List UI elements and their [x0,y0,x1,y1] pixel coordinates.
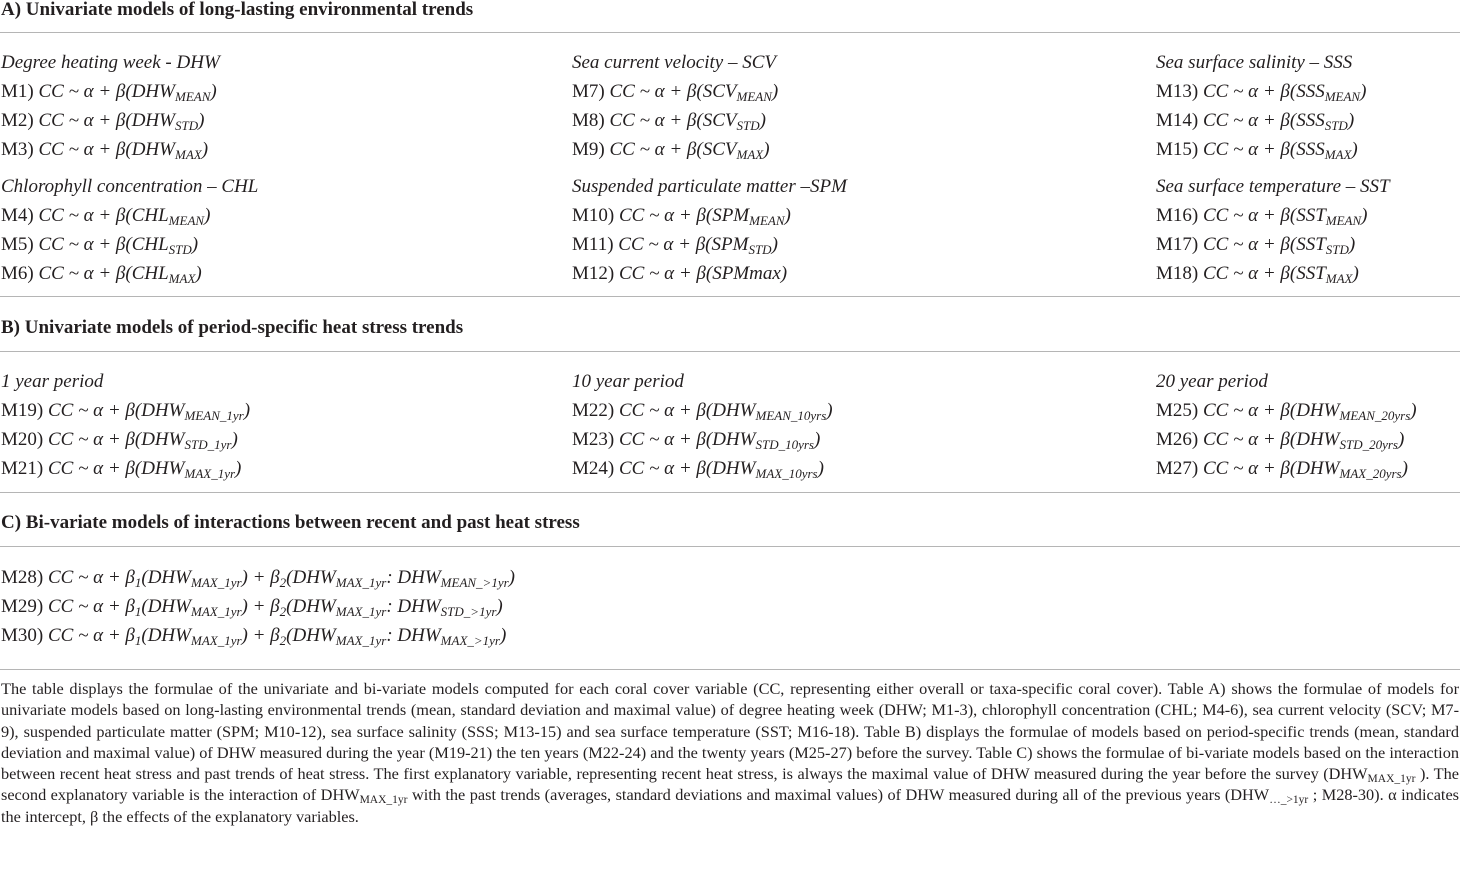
formula-lhs: CC ~ α + β( [38,81,132,102]
formula-variable: DHW [131,139,175,160]
caption-text-1: The table displays the formulae of the univariate and bi-variate models computed for each coral cover variable (CC, representing either overall or taxa-specific coral cover). Table A) shows the formulae of models for univariate models based on long-lasting environmental trends (mean, standard deviation and maximal value) of degree heating week (DHW; M1-3), chlorophyll concentration (CHL; M4-6), sea current velocity (SCV; M7-9), suspended particulate matter (SPM; M10-12), sea surface salinity (SSS; M13-15) and sea surface temperature (SST; M16-18). Table B) displays the formulae of models based on period-specific trends (mean, standard deviation and maximal value) of DHW measured during the year (M19-21) the ten years (M22-24) and the twenty years (M25-27) before the survey. Table C) shows the formulae of bi-variate models based on the interaction between recent heat stress and past trends of heat stress. The first explanatory variable, representing recent heat stress, is always the maximal value of DHW measured during the year before the survey (DHW [1,679,1459,784]
formula-variable: DHW [141,429,185,450]
model-id: M3) [1,139,39,160]
formula-variable: (DHW [141,567,191,588]
formula-lhs: CC ~ α + β( [1202,81,1297,102]
group-heading: Suspended particulate matter –SPM [572,176,847,197]
formula-lhs: CC ~ α + β( [38,234,132,255]
formula-subscript: STD [736,118,760,133]
model-id: M4) [1,205,39,226]
model-id: M9) [572,139,610,160]
group-heading: Chlorophyll concentration – CHL [1,176,259,197]
formula-subscript: MEAN [736,89,772,104]
section-b-bottom-rule [0,492,1460,493]
section-c-rule [0,546,1460,547]
formula-variable: (DHW [286,625,336,646]
beta-index: 1 [134,633,142,648]
formula-line [1,234,198,256]
formula-line [1,205,210,227]
formula-close: ) [496,596,503,617]
formula-subscript: MAX [168,271,196,286]
model-formula [38,205,210,226]
formula-line [572,81,778,103]
formula-line [1156,81,1366,103]
beta-index: 2 [279,575,287,590]
formula-close: ) [817,458,824,479]
formula-close: ) [771,234,778,255]
model-formula [48,400,250,421]
model-id: M30) [1,625,48,646]
model-id: M22) [572,400,619,421]
formula-line [572,139,770,161]
formula-close: ) [771,81,779,102]
formula-subscript: MAX_1yr [190,633,242,648]
formula-subscript: STD_>1yr [440,604,497,619]
formula-close: ) [1347,110,1355,131]
model-formula [609,81,778,102]
formula-variable: DHW [712,400,756,421]
beta-index: 2 [279,633,287,648]
model-formula [48,625,506,646]
formula-line [1,458,241,480]
formula-close: ) [201,139,209,160]
formula-subscript: MAX [174,147,202,162]
formula-variable: DHW [141,400,185,421]
formula-lhs: CC ~ α + β( [618,400,713,421]
model-id: M29) [1,596,48,617]
formula-line [572,458,824,480]
model-formula [1203,110,1354,131]
formula-lhs: CC ~ α + β( [1202,205,1297,226]
formula-subscript: STD [168,242,192,257]
formula-lhs: CC ~ α + β( [47,400,142,421]
formula-line [1156,234,1355,256]
beta-index: 1 [134,604,142,619]
formula-line [1156,205,1368,227]
formula-lhs: CC ~ α + β( [38,139,132,160]
formula-subscript: STD_1yr [184,437,232,452]
formula-variable: (DHW [141,596,191,617]
formula-lhs: CC ~ α + β( [618,429,713,450]
formula-plus: ) + β [241,596,280,617]
formula-subscript: STD [1325,242,1349,257]
formula-close: ) [1351,139,1358,160]
model-formula [619,458,824,479]
formula-subscript: MEAN [168,213,205,228]
formula-lhs: CC ~ α + β( [38,110,132,131]
formula-line [572,400,833,422]
formula-variable: CHL [131,263,169,284]
model-formula [619,205,791,226]
model-id: M5) [1,234,39,255]
formula-lhs: CC ~ α + β [47,625,135,646]
formula-plus: ) + β [241,625,280,646]
caption-sub-2: MAX_1yr [359,794,408,807]
formula-lhs: CC ~ α + β( [1202,429,1297,450]
model-formula [48,567,515,588]
formula-lhs: CC ~ α + β( [1202,263,1297,284]
formula-variable: DHW [1296,458,1340,479]
formula-subscript: MAX [736,147,764,162]
formula-line [1156,139,1358,161]
model-id: M11) [572,234,619,255]
formula-variable: SSS [1296,110,1325,131]
model-formula [609,139,769,160]
bivariate-formula-line [1,596,503,618]
group-heading: Degree heating week - DHW [1,52,220,73]
formula-variable: SST [1296,205,1326,226]
model-formula [48,429,238,450]
formula-subscript: STD_20yrs [1339,437,1398,452]
model-id: M6) [1,263,39,284]
formula-lhs: CC ~ α + β( [609,110,703,131]
formula-variable: SPMmax [712,263,781,284]
formula-line [1,263,202,285]
formula-close: ) [1352,263,1359,284]
formula-line [572,429,820,451]
model-formula [1203,234,1355,255]
model-formula [1203,429,1404,450]
model-formula [38,110,204,131]
formula-subscript: MAX_>1yr [440,633,500,648]
section-b-title: B) Univariate models of period-specific heat stress trends [1,317,464,338]
formula-lhs: CC ~ α + β( [38,263,132,284]
formula-lhs: CC ~ α + β( [1202,139,1297,160]
formula-lhs: CC ~ α + β( [618,205,713,226]
formula-lhs: CC ~ α + β( [1202,458,1297,479]
model-id: M23) [572,429,619,450]
model-formula [48,458,241,479]
formula-close: ) [210,81,217,102]
formula-close: ) [195,263,202,284]
group-heading: 10 year period [572,371,684,392]
formula-subscript: MEAN [174,89,211,104]
section-a-title: A) Univariate models of long-lasting environmental trends [1,0,474,20]
model-id: M18) [1156,263,1203,284]
formula-close: ) [1410,400,1417,421]
model-id: M17) [1156,234,1203,255]
formula-line [1,110,204,132]
model-formula [1203,81,1366,102]
model-formula [38,234,198,255]
formula-variable: SCV [702,139,737,160]
beta-index: 2 [279,604,287,619]
formula-subscript: MAX_1yr [190,604,242,619]
model-formula [1203,139,1358,160]
formula-variable: DHW [1296,429,1340,450]
formula-lhs: CC ~ α + β [47,596,135,617]
formula-close: ) [780,263,788,284]
formula-line [572,205,791,227]
formula-subscript: MAX_1yr [335,575,387,590]
bivariate-formula-line [1,625,506,647]
model-id: M21) [1,458,48,479]
caption-sub-1: MAX_1yr [1367,773,1416,786]
formula-close: ) [191,234,199,255]
formula-lhs: CC ~ α + β( [618,458,713,479]
formula-variable: (DHW [286,596,336,617]
model-id: M16) [1156,205,1203,226]
formula-line [572,263,787,285]
formula-close: ) [759,110,766,131]
model-formula [609,110,765,131]
formula-subscript: MAX_1yr [335,633,387,648]
formula-plus: ) + β [241,567,280,588]
model-id: M15) [1156,139,1203,160]
formula-line [1,429,238,451]
caption-sub-3: …_>1yr [1269,794,1309,807]
formula-variable: CHL [131,234,169,255]
formula-interaction: : DHW [386,596,441,617]
formula-close: ) [204,205,211,226]
model-formula [38,81,216,102]
model-id: M24) [572,458,619,479]
formula-interaction: : DHW [386,567,441,588]
caption-text-2: ). The second explanatory variable is the interaction of DHW [1,764,1459,805]
formula-close: ) [508,567,515,588]
formula-close: ) [243,400,251,421]
formula-subscript: STD_10yrs [755,437,814,452]
section-b-rule [0,351,1460,352]
formula-line [1156,458,1408,480]
formula-line [1,81,217,103]
formula-variable: SST [1296,263,1326,284]
formula-close: ) [763,139,770,160]
formula-close: ) [231,429,238,450]
model-id: M25) [1156,400,1203,421]
formula-variable: (DHW [141,625,191,646]
caption-text-3: with the past trends (averages, standard deviations and maximal values) of DHW measured during all of the previous years (DHW [407,785,1270,805]
formula-variable: CHL [131,205,169,226]
formula-variable: SST [1296,234,1326,255]
formula-variable: SSS [1296,81,1325,102]
formula-lhs: CC ~ α + β( [1202,234,1297,255]
model-id: M8) [572,110,610,131]
formula-lhs: CC ~ α + β( [609,139,703,160]
formula-subscript: STD [748,242,772,257]
beta-index: 1 [134,575,142,590]
model-id: M12) [572,263,619,284]
model-id: M28) [1,567,48,588]
formula-variable: (DHW [286,567,336,588]
model-id: M20) [1,429,48,450]
formula-variable: DHW [141,458,185,479]
formula-close: ) [784,205,791,226]
formula-subscript: MAX_1yr [190,575,242,590]
formula-line [572,234,778,256]
model-id: M14) [1156,110,1203,131]
model-id: M1) [1,81,39,102]
model-formula [619,429,820,450]
formula-subscript: MEAN_1yr [184,408,244,423]
formula-subscript: MAX [1325,271,1353,286]
formula-subscript: MAX_1yr [335,604,387,619]
model-formula [48,596,503,617]
model-id: M26) [1156,429,1203,450]
formula-lhs: CC ~ α + β( [1202,110,1297,131]
section-a-bottom-rule [0,296,1460,297]
formula-variable: SCV [702,81,737,102]
caption-text-4: ; M28-30). α indicates the intercept, β the effects of the explanatory variables. [1,785,1460,826]
formula-variable: SCV [702,110,737,131]
formula-line [1,139,208,161]
formula-variable: DHW [1296,400,1340,421]
formula-close: ) [499,625,507,646]
formula-close: ) [1360,81,1367,102]
formula-lhs: CC ~ α + β( [618,263,713,284]
formula-line [1156,110,1354,132]
formula-variable: DHW [131,81,175,102]
model-formula [1203,458,1408,479]
formula-lhs: CC ~ α + β( [47,429,142,450]
model-id: M13) [1156,81,1203,102]
model-id: M10) [572,205,619,226]
formula-subscript: STD [174,118,199,133]
model-formula [619,400,833,421]
formula-close: ) [1398,429,1405,450]
formula-subscript: MEAN_>1yr [440,575,509,590]
formula-lhs: CC ~ α + β( [618,234,712,255]
formula-subscript: MEAN [749,213,785,228]
section-a-rule [0,32,1460,33]
formula-variable: DHW [712,429,756,450]
formula-line [1156,429,1404,451]
formula-lhs: CC ~ α + β( [609,81,703,102]
formula-subscript: MEAN_10yrs [755,408,827,423]
formula-close: ) [235,458,242,479]
formula-close: ) [1348,234,1356,255]
model-formula [38,263,201,284]
formula-subscript: STD [1324,118,1348,133]
formula-variable: SPM [712,205,750,226]
formula-subscript: MEAN [1324,89,1361,104]
group-heading: Sea surface salinity – SSS [1156,52,1353,73]
section-c-title: C) Bi-variate models of interactions between recent and past heat stress [1,512,580,533]
group-heading: 1 year period [1,371,104,392]
model-formula [619,263,787,284]
group-heading: Sea current velocity – SCV [572,52,777,73]
group-heading: Sea surface temperature – SST [1156,176,1390,197]
formula-close: ) [198,110,205,131]
formula-lhs: CC ~ α + β( [47,458,142,479]
formula-close: ) [826,400,833,421]
formula-line [1156,400,1417,422]
formula-close: ) [1401,458,1408,479]
formula-interaction: : DHW [386,625,441,646]
table-caption [1,678,1459,827]
formula-line [1156,263,1359,285]
section-c-bottom-rule [0,669,1460,670]
model-id: M19) [1,400,48,421]
formula-subscript: MEAN [1325,213,1362,228]
model-formula [618,234,778,255]
formula-lhs: CC ~ α + β( [1202,400,1297,421]
formula-lhs: CC ~ α + β [47,567,135,588]
formula-variable: DHW [712,458,756,479]
formula-subscript: MEAN_20yrs [1339,408,1411,423]
model-id: M7) [572,81,610,102]
group-heading: 20 year period [1156,371,1268,392]
model-formula [1203,263,1359,284]
formula-variable: SSS [1296,139,1325,160]
formula-subscript: MAX [1324,147,1352,162]
formula-close: ) [814,429,821,450]
formula-line [1,400,250,422]
formula-variable: SPM [711,234,749,255]
model-id: M27) [1156,458,1203,479]
formula-variable: DHW [131,110,175,131]
bivariate-formula-line [1,567,515,589]
formula-subscript: MAX_10yrs [755,466,818,481]
formula-close: ) [1361,205,1368,226]
formula-subscript: MAX_20yrs [1339,466,1402,481]
formula-lhs: CC ~ α + β( [38,205,132,226]
formula-line [572,110,766,132]
model-id: M2) [1,110,39,131]
model-formula [1203,400,1417,421]
model-formula [1203,205,1368,226]
formula-subscript: MAX_1yr [184,466,236,481]
model-formula [38,139,208,160]
